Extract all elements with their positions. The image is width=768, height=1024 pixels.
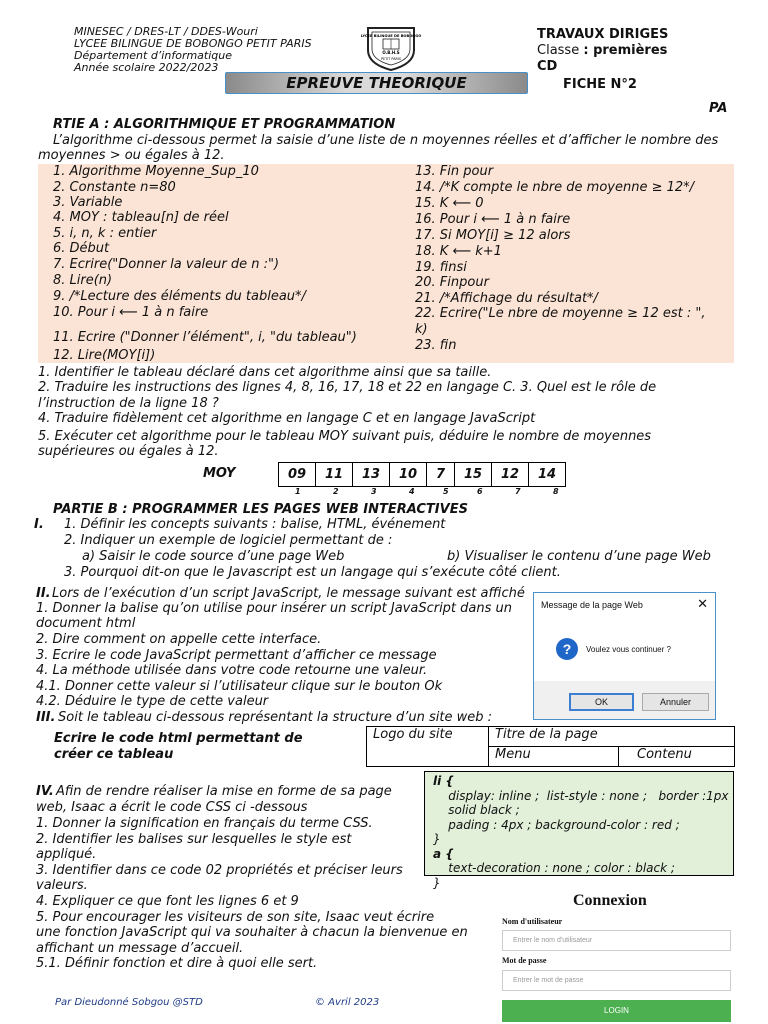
code-line: solid black ;	[433, 803, 520, 817]
code-line: }	[433, 875, 441, 890]
algorithm-line: 3. Variable	[53, 195, 123, 210]
footer-date: © Avril 2023	[315, 997, 380, 1008]
username-label: Nom d'utilisateur	[502, 917, 563, 926]
moy-cell: 12	[492, 463, 529, 487]
header-line: LYCEE BILINGUE DE BOBONGO PETIT PARIS	[74, 37, 312, 50]
part-a-intro: moyennes > ou égales à 12.	[38, 148, 225, 163]
moy-cell: 09	[279, 463, 316, 487]
username-input[interactable]: Entrer le nom d'utilisateur	[502, 930, 731, 951]
part-b-title: PARTIE B : PROGRAMMER LES PAGES WEB INTERACTIVES	[53, 502, 468, 517]
question-line: créer ce tableau	[54, 747, 174, 762]
question-line: Ecrire le code html permettant de	[54, 731, 303, 746]
algorithm-line: 17. Si MOY[i] ≥ 12 alors	[415, 228, 571, 243]
moy-index: 7	[515, 487, 521, 496]
algorithm-line: 14. /*K compte le nbre de moyenne ≥ 12*/	[415, 180, 695, 195]
question-line: 4.2. Déduire le type de cette valeur	[36, 694, 269, 709]
algorithm-line: 11. Ecrire ("Donner l’élément", i, "du tableau")	[53, 330, 357, 345]
cell-title: Titre de la page	[489, 727, 735, 747]
password-input[interactable]: Entrer le mot de passe	[502, 970, 731, 991]
dialog-footer	[534, 681, 715, 719]
site-structure-table	[366, 726, 735, 767]
login-button[interactable]: LOGIN	[502, 1000, 731, 1022]
question-line: 2. Dire comment on appelle cette interface.	[36, 632, 322, 647]
question-line: a) Saisir le code source d’une page Web	[82, 549, 345, 564]
question-line: Lors de l’exécution d’un script JavaScript, le message suivant est affiché	[52, 586, 525, 601]
cell-menu: Menu	[489, 747, 619, 767]
algorithm-line: 16. Pour i ⟵ 1 à n faire	[415, 212, 571, 227]
footer-author: Par Dieudonné Sobgou @STD	[55, 997, 203, 1008]
question-line: supérieures ou égales à 12.	[38, 444, 219, 459]
algorithm-line: 2. Constante n=80	[53, 180, 176, 195]
code-line: a {	[433, 846, 454, 861]
algorithm-line: 7. Ecrire("Donner la valeur de n :")	[53, 257, 280, 272]
question-line: une fonction JavaScript qui va souhaiter à chacun la bienvenue en	[36, 925, 468, 940]
header-classe-cont: CD	[537, 59, 558, 74]
page-marker: PA	[709, 101, 728, 116]
algorithm-line: 10. Pour i ⟵ 1 à n faire	[53, 305, 209, 320]
moy-cell: 14	[529, 463, 566, 487]
section-iii-label: III.	[36, 710, 56, 725]
question-line: 3. Ecrire le code JavaScript permettant d’afficher ce message	[36, 648, 437, 663]
moy-index: 1	[295, 487, 301, 496]
header-fiche: FICHE N°2	[563, 77, 637, 92]
moy-cell: 7	[427, 463, 455, 487]
close-icon[interactable]: ✕	[697, 596, 708, 611]
algorithm-line: k)	[415, 322, 428, 337]
question-line: 4. Expliquer ce que font les lignes 6 et 9	[36, 894, 299, 909]
question-line: 4.1. Donner cette valeur si l’utilisateur clique sur le bouton Ok	[36, 679, 443, 694]
question-line: 5. Pour encourager les visiteurs de son site, Isaac veut écrire	[36, 910, 435, 925]
css-code-block	[424, 771, 734, 890]
confirm-dialog	[533, 592, 716, 720]
question-line: valeurs.	[36, 878, 88, 893]
algorithm-line: 20. Finpour	[415, 275, 489, 290]
moy-index: 5	[443, 487, 449, 496]
header-right	[537, 27, 668, 75]
algorithm-line: 13. Fin pour	[415, 164, 494, 179]
password-label: Mot de passe	[502, 956, 547, 965]
moy-index: 4	[409, 487, 415, 496]
moy-index: 6	[477, 487, 483, 496]
school-logo	[362, 24, 420, 72]
logo-top-text: LYCEE BILINGUE DE BOBONGO	[360, 34, 422, 38]
moy-index: 2	[333, 487, 339, 496]
cell-logo: Logo du site	[367, 727, 489, 767]
header-line: Département d’informatique	[74, 49, 233, 62]
question-line: b) Visualiser le contenu d’une page Web	[447, 549, 711, 564]
header-line: MINESEC / DRES-LT / DDES-Wouri	[74, 25, 258, 38]
question-line: 4. La méthode utilisée dans votre code retourne une valeur.	[36, 663, 428, 678]
code-line: }	[433, 832, 441, 846]
header-tp-title: TRAVAUX DIRIGES	[537, 27, 669, 42]
dialog-message: Voulez vous continuer ?	[586, 645, 671, 654]
algorithm-line: 9. /*Lecture des éléments du tableau*/	[53, 289, 306, 304]
cancel-button[interactable]: Annuler	[642, 693, 709, 711]
header-institution	[74, 26, 312, 74]
epreuve-banner: EPREUVE THEORIQUE	[225, 72, 528, 94]
algorithm-line: 1. Algorithme Moyenne_Sup_10	[53, 164, 259, 179]
moy-cell: 13	[353, 463, 390, 487]
question-line: 4. Traduire fidèlement cet algorithme en langage C et en langage JavaScript	[38, 411, 536, 426]
moy-cell: 11	[316, 463, 353, 487]
question-line: 2. Identifier les balises sur lesquelles le style est	[36, 832, 352, 847]
question-line: 1. Définir les concepts suivants : balise, HTML, événement	[64, 517, 446, 532]
question-line: 5. Exécuter cet algorithme pour le tableau MOY suivant puis, déduire le nombre de moyennes	[38, 429, 652, 444]
question-icon: ?	[556, 638, 578, 660]
moy-cell: 10	[390, 463, 427, 487]
part-a-intro: L’algorithme ci-dessous permet la saisie d’une liste de n moyennes réelles et d’afficher le nombre des	[53, 133, 719, 148]
section-ii-label: II.	[36, 586, 51, 601]
code-line: text-decoration : none ; color : black ;	[433, 861, 675, 875]
login-form	[500, 892, 732, 1024]
moy-cell: 15	[455, 463, 492, 487]
algorithm-line: 12. Lire(MOY[i])	[53, 348, 156, 363]
question-line: 2. Indiquer un exemple de logiciel permettant de :	[64, 533, 393, 548]
algorithm-line: 19. finsi	[415, 260, 467, 275]
header-classe: Classe : premières	[537, 43, 668, 58]
question-line: document html	[36, 616, 136, 631]
logo-bottom-text: PETIT PARIS	[380, 57, 402, 61]
moy-index: 3	[371, 487, 377, 496]
cell-content: Contenu	[619, 747, 735, 767]
ok-button[interactable]: OK	[569, 693, 634, 711]
question-line: appliqué.	[36, 847, 97, 862]
question-line: 1. Donner la signification en français du terme CSS.	[36, 816, 373, 831]
question-line: 2. Traduire les instructions des lignes 4, 8, 16, 17, 18 et 22 en langage C. 3. Quel est le rôle de	[38, 380, 657, 395]
clipped-line	[54, 747, 374, 762]
question-line: 1. Donner la balise qu’on utilise pour insérer un script JavaScript dans un	[36, 601, 513, 616]
algorithm-line: 4. MOY : tableau[n] de réel	[53, 210, 229, 225]
algorithm-line: 8. Lire(n)	[53, 273, 113, 288]
moy-table	[278, 462, 566, 487]
moy-label: MOY	[203, 466, 236, 481]
algorithm-line: 21. /*Affichage du résultat*/	[415, 291, 598, 306]
question-line: 5.1. Définir fonction et dire à quoi elle sert.	[36, 956, 318, 971]
question-line: Afin de rendre réaliser la mise en forme de sa page	[56, 784, 392, 799]
question-line: 3. Identifier dans ce code 02 propriétés et préciser leurs	[36, 863, 403, 878]
code-line: pading : 4px ; background-color : red ;	[433, 817, 680, 832]
moy-index: 8	[553, 487, 559, 496]
question-line: Soit le tableau ci-dessous représentant la structure d’un site web :	[58, 710, 493, 725]
logo-mid-text: O.B.H.S	[382, 50, 400, 55]
algorithm-line: 23. fin	[415, 338, 457, 353]
section-i-label: I.	[34, 517, 44, 532]
code-line: li {	[433, 774, 454, 788]
question-line: l’instruction de la ligne 18 ?	[38, 396, 219, 411]
login-title: Connexion	[573, 892, 647, 909]
question-line: 3. Pourquoi dit-on que le Javascript est un langage qui s’exécute côté client.	[64, 565, 561, 580]
algorithm-line: 5. i, n, k : entier	[53, 226, 157, 241]
algorithm-line: 22. Ecrire("Le nbre de moyenne ≥ 12 est : ",	[415, 306, 706, 321]
question-line: 1. Identifier le tableau déclaré dans cet algorithme ainsi que sa taille.	[38, 365, 492, 380]
algorithm-line: 15. K ⟵ 0	[415, 196, 484, 211]
question-line: web, Isaac a écrit le code CSS ci -dessous	[36, 800, 308, 815]
dialog-title: Message de la page Web	[541, 600, 643, 610]
code-line: display: inline ; list-style : none ; border :1px	[433, 788, 729, 803]
question-line: affichant un message d’accueil.	[36, 941, 244, 956]
section-iv-label: IV.	[36, 784, 54, 799]
header-line: Année scolaire 2022/2023	[74, 61, 219, 74]
algorithm-line: 6. Début	[53, 241, 110, 256]
part-a-title: RTIE A : ALGORITHMIQUE ET PROGRAMMATION	[53, 117, 396, 132]
algorithm-line: 18. K ⟵ k+1	[415, 244, 502, 259]
